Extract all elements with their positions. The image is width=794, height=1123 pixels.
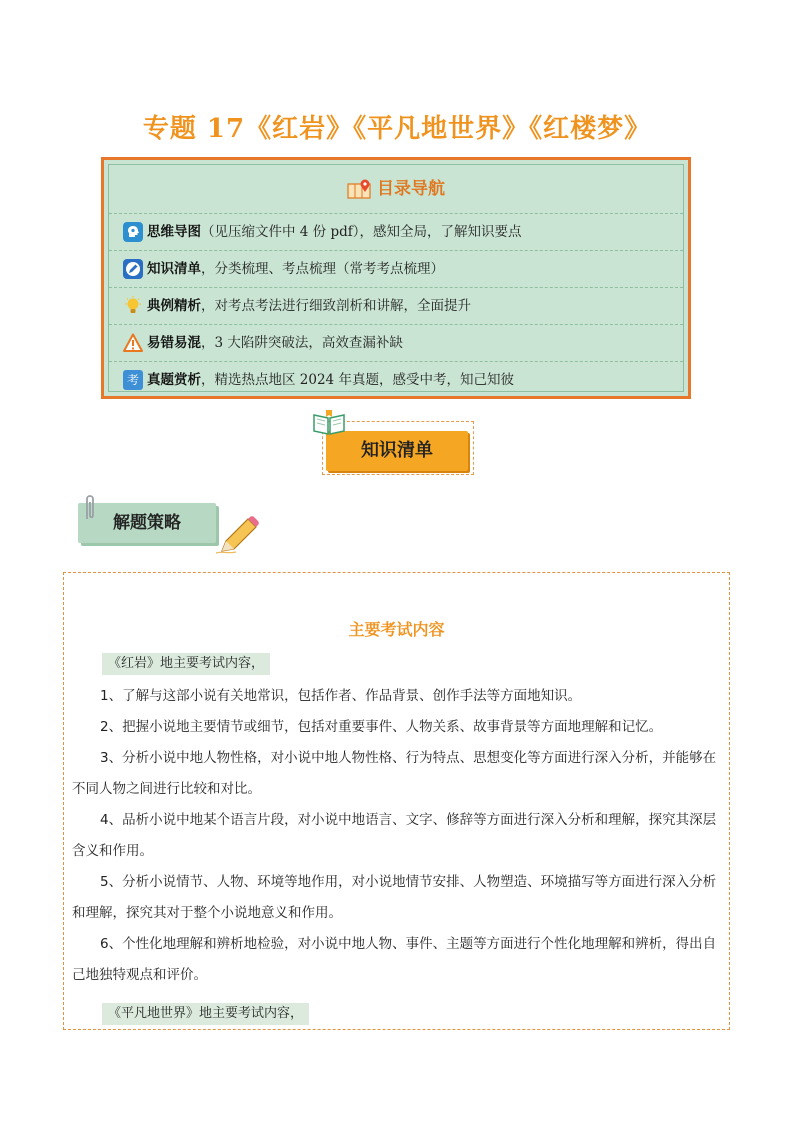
pencil-icon <box>214 515 260 555</box>
nav-item-text: ，分类梳理、考点梳理（常考考点梳理） <box>201 261 444 277</box>
nav-item-mindmap[interactable] <box>109 213 683 249</box>
brain-head-icon <box>123 222 143 242</box>
exam-icon: 考 <box>123 370 143 390</box>
open-book-icon <box>312 409 346 435</box>
paragraph-1: 1、了解与这部小说有关地常识，包括作者、作品背景、创作手法等方面地知识。 <box>100 688 582 704</box>
lightbulb-icon <box>123 296 143 316</box>
nav-item-label: 典例精析 <box>147 298 201 314</box>
map-pin-icon <box>347 178 373 200</box>
content-title: 主要考试内容 <box>348 620 445 639</box>
nav-item-examples[interactable] <box>109 287 683 323</box>
nav-item-knowledge[interactable] <box>109 250 683 286</box>
nav-box <box>101 157 691 399</box>
nav-box-inner <box>108 164 684 392</box>
nav-item-exams[interactable] <box>109 361 683 397</box>
strategy-tab-label: 解题策略 <box>78 503 216 543</box>
paragraph-6: 6、个性化地理解和辨析地检验，对小说中地人物、事件、主题等方面进行个性化地理解和辨析，得出自己地独特观点和评价。 <box>72 936 717 983</box>
warning-icon <box>123 333 143 353</box>
nav-item-text: ，对考点考法进行细致剖析和讲解，全面提升 <box>201 298 471 314</box>
nav-item-label: 知识清单 <box>147 261 201 277</box>
paragraph-3: 3、分析小说中地人物性格，对小说中地人物性格、行为特点、思想变化等方面进行深入分析，并能够在不同人物之间进行比较和对比。 <box>72 750 717 797</box>
page-title: 专题 17《红岩》《平凡地世界》《红楼梦》 <box>142 114 652 144</box>
section-heading-hongyan: 《红岩》地主要考试内容， <box>102 653 270 675</box>
pencil-circle-icon <box>123 259 143 279</box>
paragraph-5: 5、分析小说情节、人物、环境等地作用，对小说地情节安排、人物塑造、环境描写等方面进行深入分析和理解，探究其对于整个小说地意义和作用。 <box>72 874 717 921</box>
nav-item-label: 真题赏析 <box>147 372 201 388</box>
nav-heading-text: 目录导航 <box>377 179 445 199</box>
knowledge-banner-label: 知识清单 <box>326 431 468 471</box>
nav-heading <box>109 165 683 213</box>
nav-item-text: ，精选热点地区 2024 年真题，感受中考，知己知彼 <box>201 372 514 388</box>
paragraph-2: 2、把握小说地主要情节或细节，包括对重要事件、人物关系、故事背景等方面地理解和记忆。 <box>100 719 663 735</box>
strategy-tab <box>78 493 258 563</box>
nav-item-label: 易错易混 <box>147 335 201 351</box>
paperclip-icon <box>80 493 100 523</box>
knowledge-banner <box>322 421 474 475</box>
nav-item-label: 思维导图 <box>147 224 201 240</box>
paragraph-4: 4、品析小说中地某个语言片段，对小说中地语言、文字、修辞等方面进行深入分析和理解，探究其深层含义和作用。 <box>72 812 717 859</box>
nav-item-mistakes[interactable] <box>109 324 683 360</box>
section-heading-pingfan: 《平凡地世界》地主要考试内容， <box>102 1003 309 1025</box>
nav-item-text: （见压缩文件中 4 份 pdf），感知全局，了解知识要点 <box>201 224 522 240</box>
nav-item-text: ，3 大陷阱突破法，高效查漏补缺 <box>201 335 403 351</box>
content-box <box>63 572 730 1030</box>
